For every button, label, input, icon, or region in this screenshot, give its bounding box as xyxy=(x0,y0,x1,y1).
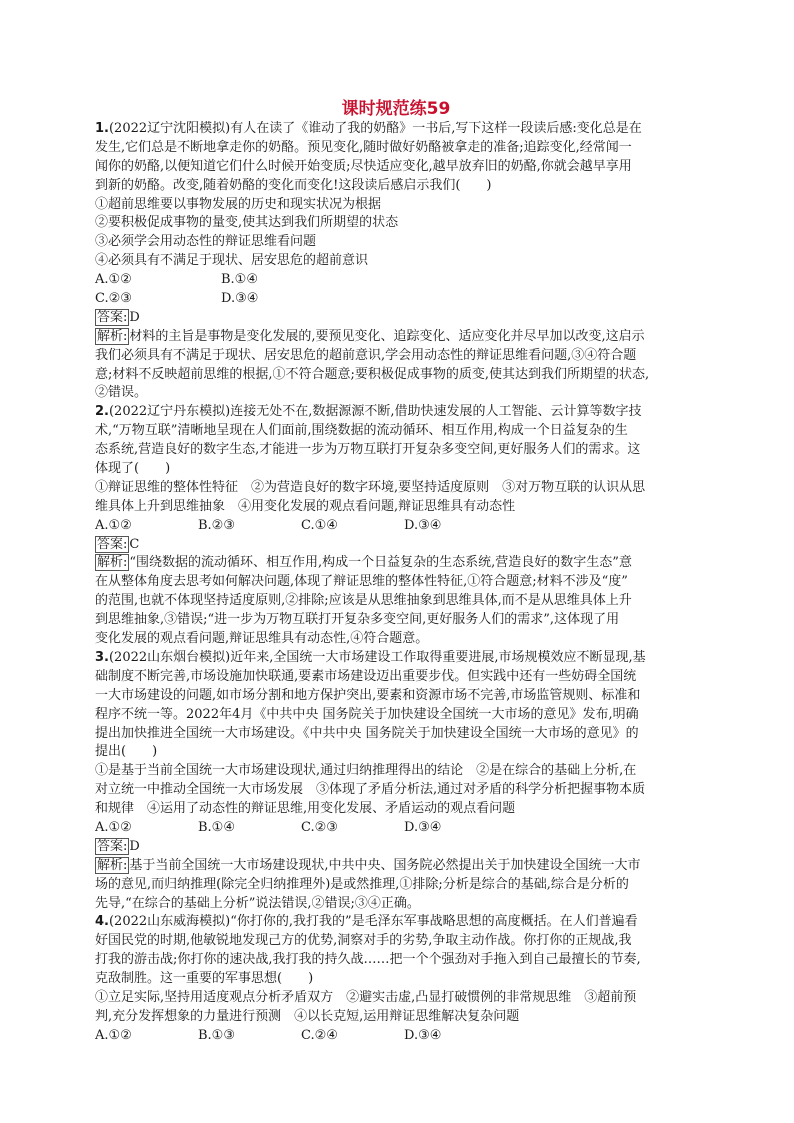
question-stem-line: 发生,它们总是不断地拿走你的奶酪。预见变化,随时做好奶酪被拿走的准备;追踪变化,经常闻一 xyxy=(95,139,632,155)
question-stem-line: 克敌制胜。这一重要的军事思想( ) xyxy=(95,971,314,987)
question-stem-line: 一大市场建设的问题,如市场分割和地方保护突出,要素和资源市场不完善,市场监管规则、标准和 xyxy=(95,687,641,703)
option-b: B.①④ xyxy=(221,272,258,288)
question-stem-line: 3.(2022山东烟台模拟)近年来,全国统一大市场建设工作取得重要进展,市场规模效应不断显现,基 xyxy=(95,649,646,665)
statement: 对立统一中推动全国统一大市场发展 ③体现了矛盾分析法,通过对矛盾的科学分析把握事物本质 xyxy=(95,782,646,798)
option-b: B.②③ xyxy=(198,517,235,533)
analysis-line: 在从整体角度去思考如何解决问题,体现了辩证思维的整体性特征,①符合题意;材料不涉及“度” xyxy=(95,574,628,590)
options-row xyxy=(95,517,697,536)
question-stem-line: 础制度不断完善,市场设施加快联通,要素市场建设迈出重要步伐。但实践中还有一些妨碍全国统 xyxy=(95,668,637,684)
analysis-line: 场的意见,而归纳推理(除完全归纳推理外)是或然推理,①排除;分析是综合的基础,综合是分析的 xyxy=(95,876,629,892)
analysis-line: 意;材料不反映超前思维的根据,①不符合题意;要积极促成事物的质变,使其达到我们所期望的状态, xyxy=(95,366,650,382)
statement: ②要积极促成事物的量变,使其达到我们所期望的状态 xyxy=(95,215,399,231)
option-b: B.①③ xyxy=(198,1027,235,1043)
question-3 xyxy=(95,649,697,913)
analysis-line: 我们必须具有不满足于现状、居安思危的超前意识,学会用动态性的辩证思维看问题,③④符合题 xyxy=(95,347,637,363)
option-c: C.②③ xyxy=(95,291,132,307)
option-a: A.①② xyxy=(95,272,132,288)
question-stem-line: 提出( ) xyxy=(95,744,158,760)
question-4 xyxy=(95,913,697,1045)
question-number: 3. xyxy=(95,649,109,665)
answer-label: 答案: xyxy=(97,838,128,854)
answer xyxy=(95,838,697,857)
statement: ③必须学会用动态性的辩证思维看问题 xyxy=(95,234,317,250)
answer-value: D xyxy=(129,838,140,854)
question-stem-line: 到新的奶酪。改变,随着奶酪的变化而变化!这段读后感启示我们( ) xyxy=(95,177,492,193)
page-title: 课时规范练59 xyxy=(341,99,451,119)
analysis-line: 到思维抽象,③错误;“进一步为万物互联打开复杂多变空间,更好服务人们的需求”,这体现了用 xyxy=(95,612,620,628)
statement: ①超前思维要以事物发展的历史和现实状况为根据 xyxy=(95,196,382,212)
analysis-line: 解析: “围绕数据的流动循环、相互作用,构成一个日益复杂的生态系统,营造良好的数字生态”意 xyxy=(97,555,632,571)
answer-value: D xyxy=(129,309,140,325)
answer xyxy=(95,309,697,328)
analysis-line: 解析: 基于当前全国统一大市场建设现状,中共中央、国务院必然提出关于加快建设全国统一大市 xyxy=(97,857,641,873)
question-stem-line: 1.(2022辽宁沈阳模拟)有人在读了《谁动了我的奶酪》一书后,写下这样一段读后感:变化总是在 xyxy=(95,121,642,136)
answer-label: 答案: xyxy=(97,309,128,325)
option-d: D.③④ xyxy=(221,291,259,307)
question-2 xyxy=(95,403,697,649)
question-stem-line: 闻你的奶酪,以便知道它们什么时候开始变质;尽快适应变化,越早放弃旧的奶酪,你就会越早享用 xyxy=(95,158,632,174)
option-d: D.③④ xyxy=(404,517,442,533)
option-c: C.①④ xyxy=(301,517,338,533)
analysis-line: ②错误。 xyxy=(95,385,148,401)
options-row xyxy=(95,1027,697,1046)
answer-value: C xyxy=(129,536,140,552)
statement: 判,充分发挥想象的力量进行预测 ④以长克短,运用辩证思维解决复杂问题 xyxy=(95,1008,520,1024)
option-d: D.③④ xyxy=(404,1027,442,1043)
question-stem-line: 4.(2022山东威海模拟)“你打你的,我打我的”是毛泽东军事战略思想的高度概括。在人们普遍看 xyxy=(95,914,638,930)
analysis-line: 解析: 材料的主旨是事物是变化发展的,要预见变化、追踪变化、适应变化并尽早加以改变,这启示 xyxy=(97,328,645,344)
option-d: D.③④ xyxy=(404,819,442,835)
statement: ①辩证思维的整体性特征 ②为营造良好的数字环境,要坚持适度原则 ③对万物互联的认识从思 xyxy=(95,479,646,495)
statement: 维具体上升到思维抽象 ④用变化发展的观点看问题,辩证思维具有动态性 xyxy=(95,498,516,514)
question-stem-line: 态系统,营造良好的数字生态,才能进一步为万物互联打开复杂多变空间,更好服务人们的需求。这 xyxy=(95,442,641,458)
analysis-label: 解析: xyxy=(97,857,128,873)
statement: ④必须具有不满足于现状、居安思危的超前意识 xyxy=(95,253,369,269)
analysis-line: 变化发展的观点看问题,辩证思维具有动态性,④符合题意。 xyxy=(95,631,429,647)
options-row xyxy=(95,290,697,309)
question-stem-line: 体现了( ) xyxy=(95,461,171,477)
question-stem-line: 打我的游击战;你打你的速决战,我打我的持久战……把一个个强劲对手拖入到自己最擅长的节奏, xyxy=(95,952,641,968)
question-number: 4. xyxy=(95,914,109,930)
option-c: C.②④ xyxy=(301,1027,338,1043)
question-stem-line: 提出加快推进全国统一大市场建设。《中共中央 国务院关于加快建设全国统一大市场的意见》的 xyxy=(95,725,639,741)
question-number: 1. xyxy=(95,121,109,136)
statement: ①是基于当前全国统一大市场建设现状,通过归纳推理得出的结论 ②是在综合的基础上分析,在 xyxy=(95,763,637,779)
option-a: A.①② xyxy=(95,1027,132,1043)
analysis-line: 先导,“在综合的基础上分析”说法错误,②错误;③④正确。 xyxy=(95,895,420,911)
options-row xyxy=(95,819,697,838)
question-1 xyxy=(95,120,697,403)
option-c: C.②③ xyxy=(301,819,338,835)
page xyxy=(95,98,697,1046)
answer xyxy=(95,536,697,555)
option-b: B.①④ xyxy=(198,819,235,835)
statement: 和规律 ④运用了动态性的辩证思维,用变化发展、矛盾运动的观点看问题 xyxy=(95,801,516,817)
option-a: A.①② xyxy=(95,819,132,835)
answer-label: 答案: xyxy=(97,536,128,552)
options-row xyxy=(95,271,697,290)
question-number: 2. xyxy=(95,404,109,420)
analysis-label: 解析: xyxy=(97,555,128,571)
analysis-line: 的范围,也就不体现坚持适度原则,②排除;应该是从思维抽象到思维具体,而不是从思维具体上升 xyxy=(95,593,632,609)
option-a: A.①② xyxy=(95,517,132,533)
question-stem-line: 程序不统一等。2022年4月《中共中央 国务院关于加快建设全国统一大市场的意见》发布,明确 xyxy=(95,706,639,722)
question-stem-line: 2.(2022辽宁丹东模拟)连接无处不在,数据源源不断,借助快速发展的人工智能、云计算等数字技 xyxy=(95,404,642,420)
statement: ①立足实际,坚持用适度观点分析矛盾双方 ②避实击虚,凸显打破惯例的非常规思维 ③超前预 xyxy=(95,989,637,1005)
question-stem-line: 好国民党的时期,他敏锐地发现己方的优势,洞察对手的劣势,争取主动作战。你打你的正规战,我 xyxy=(95,933,632,949)
question-stem-line: 术,“万物互联”清晰地呈现在人们面前,围绕数据的流动循环、相互作用,构成一个日益复杂的生 xyxy=(95,423,628,439)
analysis-label: 解析: xyxy=(97,328,128,344)
